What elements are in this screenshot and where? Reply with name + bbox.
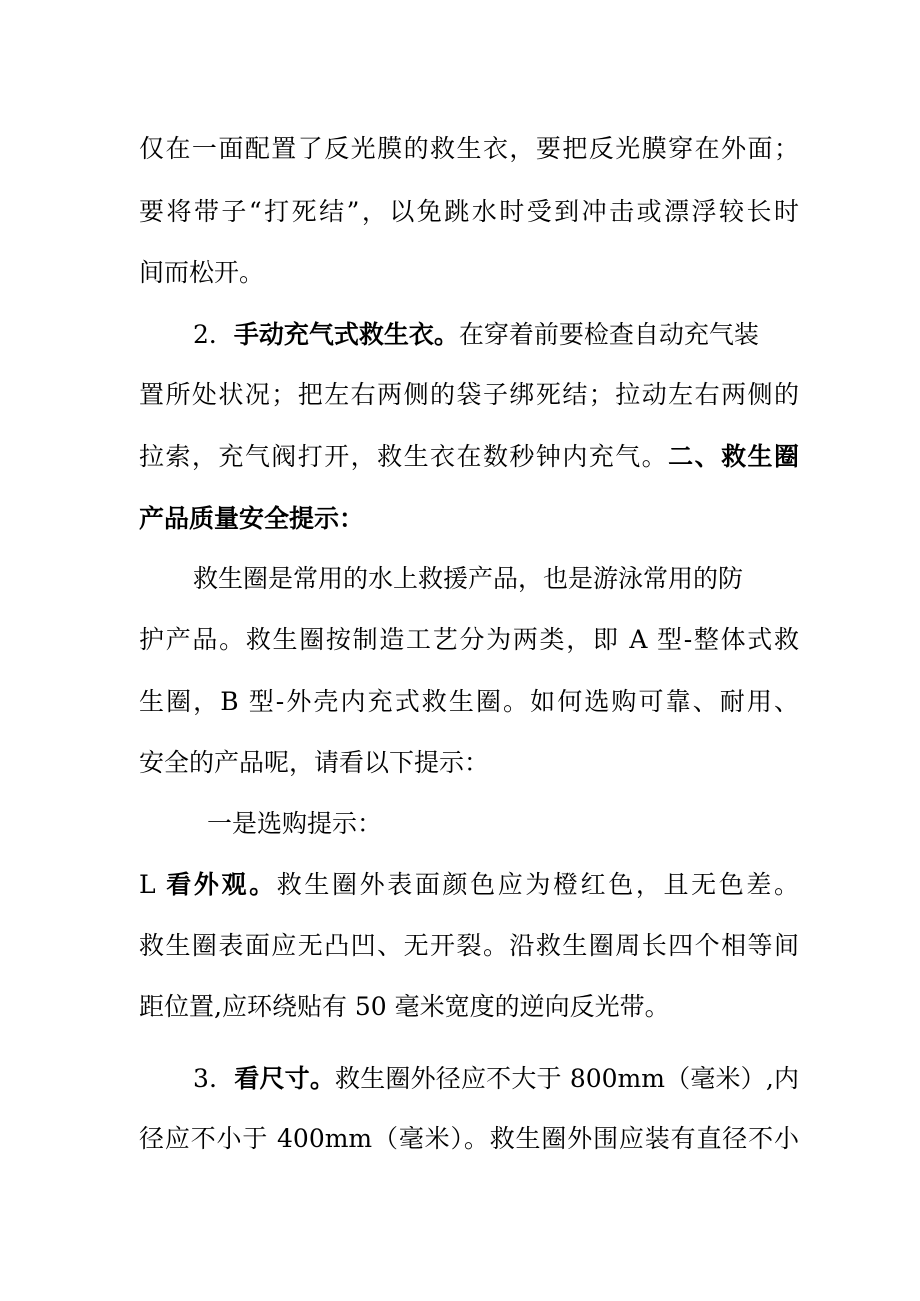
line-text: 拉索，充气阀打开，救生衣在数秒钟内充气。 xyxy=(139,442,669,471)
line-text: 要将带子“打死结”，以免跳水时受到冲击或漂浮较长时 xyxy=(139,197,799,226)
text-line xyxy=(139,926,799,966)
bold-heading: 看尺寸。 xyxy=(234,1064,336,1093)
bold-heading: 看外观。 xyxy=(166,870,277,899)
text-line xyxy=(139,499,799,539)
list-number: L xyxy=(139,870,167,899)
text-line xyxy=(139,620,799,660)
list-number: 3． xyxy=(193,1064,235,1093)
text-line xyxy=(139,987,799,1027)
line-text: 救生圈是常用的水上救援产品，也是游泳常用的防 xyxy=(193,564,744,593)
text-line xyxy=(139,682,799,722)
line-text: 置所处状况；把左右两侧的袋子绑死结；拉动左右两侧的 xyxy=(139,380,799,409)
text-line xyxy=(139,743,799,783)
line-text: 仅在一面配置了反光膜的救生衣，要把反光膜穿在外面； xyxy=(139,134,799,163)
line-text: 救生圈外表面颜色应为橙红色，且无色差。 xyxy=(276,870,799,899)
line-text: 间而松开。 xyxy=(139,258,265,287)
list-item-heading xyxy=(139,865,799,905)
text-line xyxy=(139,129,799,169)
line-text: 救生圈表面应无凸凹、无开裂。沿救生圈周长四个相等间 xyxy=(139,931,799,960)
text-line xyxy=(139,253,799,293)
list-item-heading xyxy=(193,1059,799,1099)
section-heading: 产品质量安全提示： xyxy=(139,504,365,533)
bold-heading: 手动充气式救生衣。 xyxy=(233,320,459,349)
line-text: 在穿着前要检查自动充气装 xyxy=(458,320,759,349)
line-text: 径应不小于 400mm（毫米）。救生圈外围应装有直径不小 xyxy=(139,1124,799,1153)
line-text: 生圈，B 型-外壳内充式救生圈。如何选购可靠、耐用、 xyxy=(139,687,799,716)
line-text: 一是选购提示： xyxy=(207,809,383,838)
line-text: 安全的产品呢，请看以下提示： xyxy=(139,748,490,777)
list-number: 2． xyxy=(193,320,234,349)
text-line xyxy=(139,192,799,232)
text-line xyxy=(193,559,853,599)
line-text: 救生圈外径应不大于 800mm（毫米）,内 xyxy=(335,1064,799,1093)
text-line xyxy=(139,375,799,415)
text-line xyxy=(139,437,799,477)
text-line xyxy=(139,1119,799,1159)
section-heading: 二、救生圈 xyxy=(668,442,799,471)
line-text: 距位置,应环绕贴有 50 毫米宽度的逆向反光带。 xyxy=(139,992,670,1021)
line-text: 护产品。救生圈按制造工艺分为两类，即 A 型-整体式救 xyxy=(139,625,799,654)
list-item-heading xyxy=(193,315,853,355)
sub-heading xyxy=(207,804,867,844)
